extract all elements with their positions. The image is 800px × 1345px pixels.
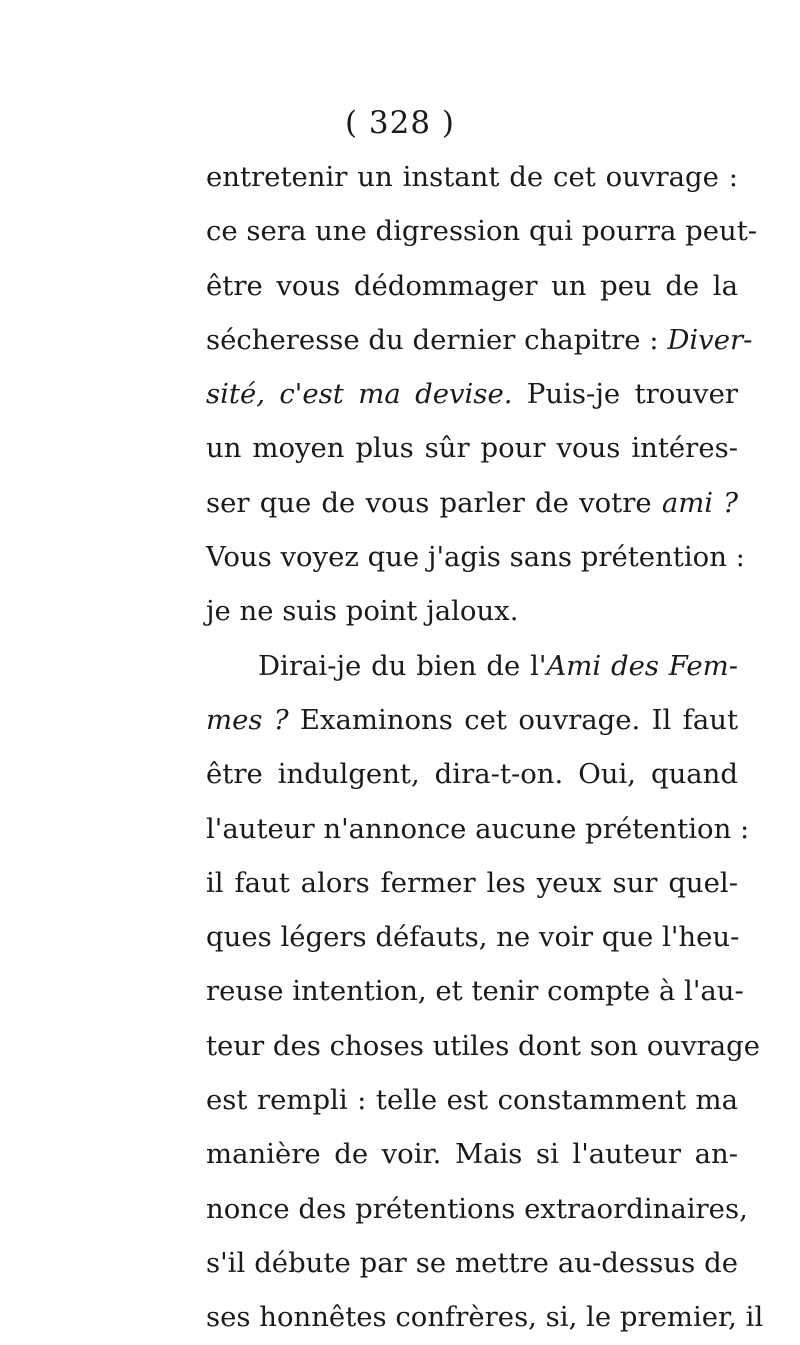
italic-text: ami ? [661, 486, 738, 519]
text-line [206, 693, 738, 747]
italic-text: mes ? [206, 703, 289, 736]
text-segment: entretenir un instant de cet ouvrage : [206, 161, 738, 193]
text-line [206, 259, 738, 313]
text-segment: Examinons cet ouvrage. Il faut [288, 703, 738, 736]
text-line [206, 1019, 761, 1073]
italic-text: Ami des Fem- [546, 649, 738, 682]
italic-text: sité, c'est ma devise. [206, 378, 513, 411]
text-line [206, 802, 750, 856]
text-segment: il faut alors fermer les yeux sur quel- [206, 866, 738, 899]
text-segment: Vous voyez que j'agis sans prétention : [206, 541, 745, 574]
italic-text: Diver- [667, 323, 753, 356]
text-line [206, 1127, 738, 1181]
text-line [206, 367, 738, 421]
text-segment: teur des choses utiles dont son ouvrage [206, 1029, 761, 1062]
text-line [206, 856, 738, 910]
text-segment: être indulgent, dira-t-on. Oui, quand [206, 758, 738, 791]
text-line [206, 421, 738, 475]
text-line [206, 964, 744, 1018]
text-segment: manière de voir. Mais si l'auteur an- [206, 1138, 738, 1171]
text-segment: sécheresse du dernier chapitre : [206, 323, 668, 356]
text-segment: ce sera une digression qui pourra peut- [206, 215, 758, 248]
text-segment: un moyen plus sûr pour vous intéres- [206, 432, 738, 465]
text-segment: ser que de vous parler de votre [206, 486, 662, 519]
text-segment: ses honnêtes confrères, si, le premier, il [206, 1301, 764, 1334]
text-line [206, 747, 738, 801]
text-line [206, 1182, 748, 1236]
text-line [206, 584, 738, 638]
text-segment: je ne suis point jaloux. [206, 595, 519, 628]
text-line [206, 1236, 738, 1290]
text-segment: être vous dédommager un peu de la [206, 269, 738, 302]
text-line [206, 476, 738, 530]
text-segment: Puis-je trouver [512, 378, 738, 411]
text-line [206, 150, 738, 204]
text-line [206, 1073, 738, 1127]
text-segment: ques légers défauts, ne voir que l'heu- [206, 921, 740, 954]
body-text [206, 150, 764, 1345]
text-line [206, 910, 738, 964]
text-line [206, 313, 753, 367]
text-segment: l'auteur n'annonce aucune prétention : [206, 812, 750, 845]
page-number: ( 328 ) [344, 105, 456, 141]
text-segment: est rempli : telle est constamment ma [206, 1084, 738, 1117]
text-line [206, 204, 758, 258]
text-line [206, 639, 738, 693]
text-line [206, 530, 745, 584]
text-segment: nonce des prétentions extraordinaires, [206, 1192, 748, 1225]
text-line [206, 1290, 764, 1344]
text-segment: reuse intention, et tenir compte à l'au- [206, 975, 744, 1008]
text-segment: s'il débute par se mettre au-dessus de [206, 1246, 738, 1279]
text-segment: Dirai-je du bien de l' [258, 649, 547, 682]
